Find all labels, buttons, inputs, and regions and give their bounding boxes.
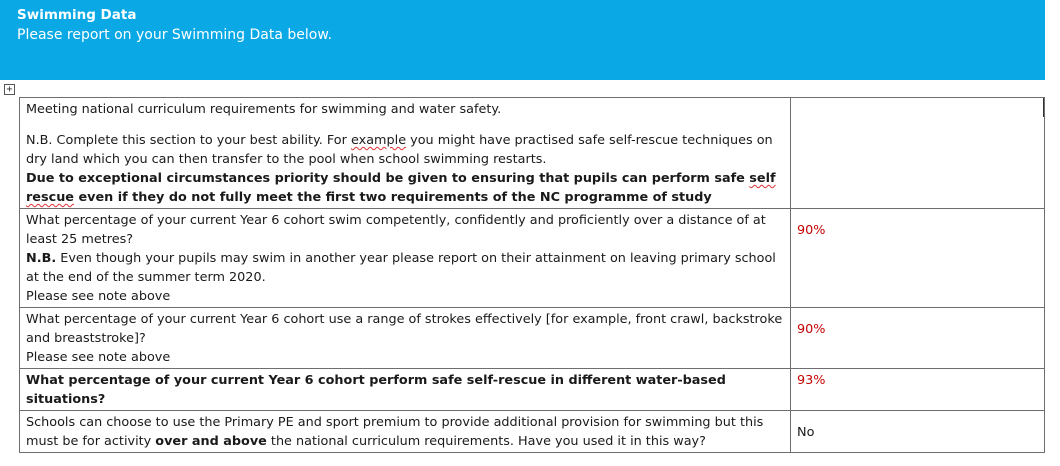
q2-question: What percentage of your current Year 6 cohort use a range of strokes effectively [for example, front crawl, backstroke and breaststroke]? xyxy=(26,312,783,346)
q2-see-note: Please see note above xyxy=(26,350,171,365)
table-row-q3 xyxy=(20,369,1045,411)
section-subtitle: Please report on your Swimming Data below. xyxy=(17,27,332,43)
spelling-flag: self rescue xyxy=(26,171,776,205)
q1-question-cell[interactable] xyxy=(20,209,791,308)
section-header-banner xyxy=(0,0,1045,80)
table-row-intro xyxy=(20,98,1045,209)
intro-heading: Meeting national curriculum requirements for swimming and water safety. xyxy=(26,102,502,117)
intro-note: N.B. Complete this section to your best ability. For example you might have practised safe self-rescue techniques on dry land which you can then transfer to the pool when school swimming restarts. xyxy=(26,133,773,167)
intro-answer-cell[interactable] xyxy=(791,98,1045,209)
table-row-q4 xyxy=(20,411,1045,453)
q3-answer-cell[interactable]: 93% xyxy=(791,369,1045,411)
intro-priority: Due to exceptional circumstances priority should be given to ensuring that pupils can perform safe self rescue even if they do not fully meet the first two requirements of the NC programme of study xyxy=(26,171,776,205)
table-move-handle-icon[interactable]: + xyxy=(4,84,15,95)
q1-nb: N.B. Even though your pupils may swim in another year please report on their attainment on leaving primary school at the end of the summer term 2020. xyxy=(26,251,776,285)
q2-question-cell[interactable] xyxy=(20,308,791,369)
q4-answer-cell[interactable]: No xyxy=(791,411,1045,453)
q1-see-note: Please see note above xyxy=(26,289,171,304)
q3-question-cell[interactable]: What percentage of your current Year 6 cohort perform safe self-rescue in different water-based situations? xyxy=(20,369,791,411)
q1-answer-cell[interactable]: 90% xyxy=(791,209,1045,308)
q2-answer-cell[interactable]: 90% xyxy=(791,308,1045,369)
table-row-q2 xyxy=(20,308,1045,369)
intro-cell[interactable] xyxy=(20,98,791,209)
q1-question: What percentage of your current Year 6 cohort swim competently, confidently and proficiently over a distance of at least 25 metres? xyxy=(26,213,766,247)
table-row-q1 xyxy=(20,209,1045,308)
q4-question-cell[interactable]: Schools can choose to use the Primary PE and sport premium to provide additional provision for swimming but this must be for activity over and above the national curriculum requirements. Have you used it in this way? xyxy=(20,411,791,453)
swimming-data-table xyxy=(19,97,1045,453)
spelling-flag: example xyxy=(350,133,407,148)
section-title: Swimming Data xyxy=(17,7,137,23)
